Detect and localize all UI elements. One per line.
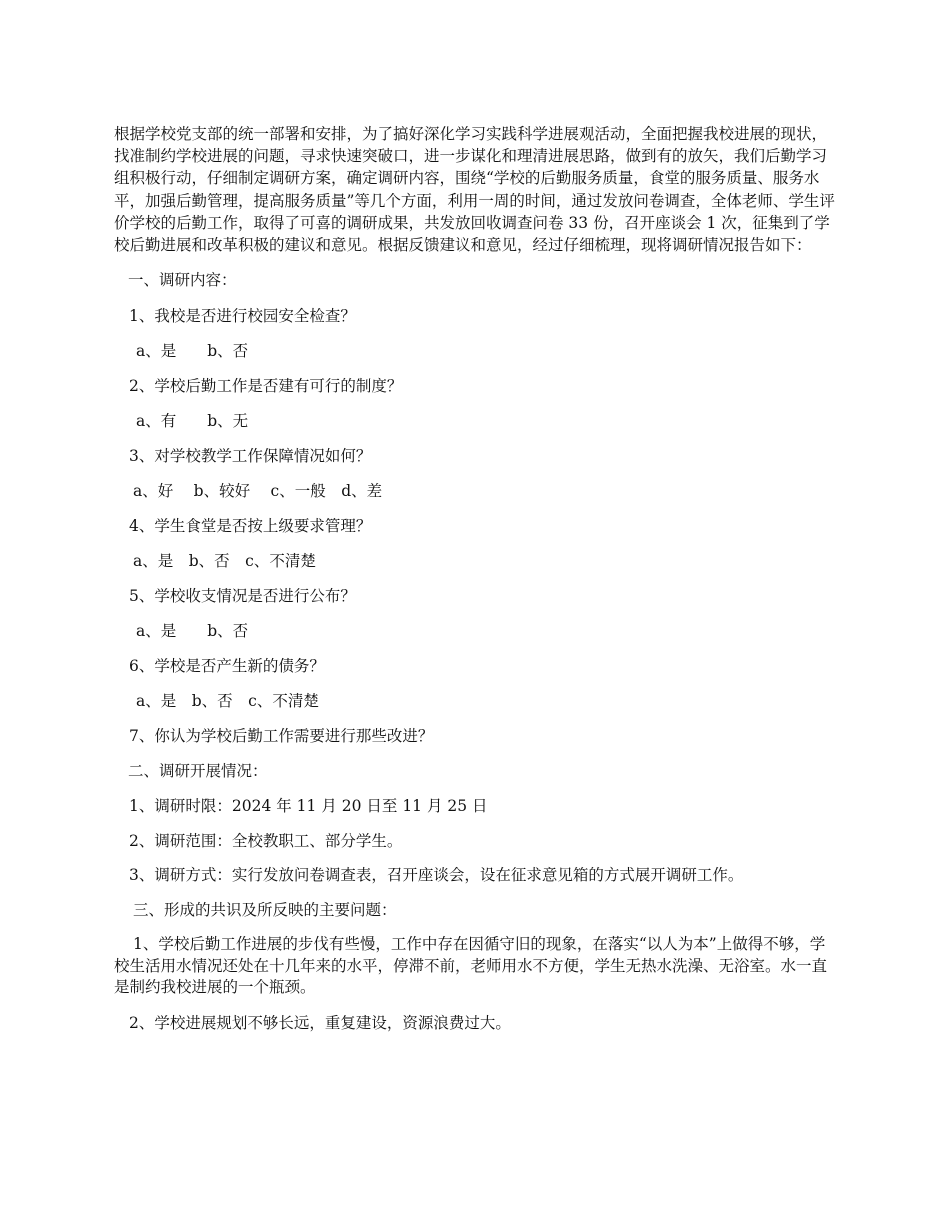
question-6: 6、学校是否产生新的债务？ [129, 656, 325, 675]
section-heading-contents: 一、调研内容： [128, 271, 237, 290]
question-4-options: a、是 b、否 c、不清楚 [133, 551, 316, 570]
question-3: 3、对学校教学工作保障情况如何？ [129, 446, 372, 465]
question-6-options: a、是 b、否 c、不清楚 [136, 691, 319, 710]
section-heading-issues: 三、形成的共识及所反映的主要问题： [133, 901, 397, 920]
survey-period: 1、调研时限：2024 年 11 月 20 日至 11 月 25 日 [129, 796, 488, 815]
question-2: 2、学校后勤工作是否建有可行的制度？ [129, 376, 403, 395]
question-2-options: a、有 b、无 [136, 411, 249, 430]
question-3-options: a、好 b、较好 c、一般 d、差 [133, 481, 383, 500]
issue-1: 1、学校后勤工作进展的步伐有些慢，工作中存在因循守旧的现象，在落实“以人为本”上做得不够，学校生活用水情况还处在十几年来的水平，停滞不前，老师用水不方便，学生无热水洗澡、无浴室。水一直是制约我校进展的一个瓶颈。 [114, 935, 828, 997]
intro-paragraph: 根据学校党支部的统一部署和安排，为了搞好深化学习实践科学进展观活动，全面把握我校进展的现状，找准制约学校进展的问题，寻求快速突破口，进一步谋化和理清进展思路，做到有的放矢，我们后勤学习组积极行动，仔细制定调研方案，确定调研内容，围绕“学校的后勤服务质量，食堂的服务质量、服务水平，加强后勤管理，提高服务质量”等几个方面，利用一周的时间，通过发放问卷调查，全体老师、学生评价学校的后勤工作，取得了可喜的调研成果，共发放回收调查问卷 33 份，召开座谈会 1 次，征集到了学校后勤进展和改革积极的建议和意见。根据反馈建议和意见，经过仔细梳理，现将调研情况报告如下： [114, 125, 835, 255]
question-5: 5、学校收支情况是否进行公布？ [129, 586, 356, 605]
question-1: 1、我校是否进行校园安全检查？ [129, 306, 356, 325]
issue-2: 2、学校进展规划不够长远，重复建设，资源浪费过大。 [129, 1013, 511, 1032]
question-5-options: a、是 b、否 [136, 621, 249, 640]
survey-method: 3、调研方式：实行发放问卷调查表，召开座谈会，设在征求意见箱的方式展开调研工作。 [129, 865, 744, 884]
section-heading-progress: 二、调研开展情况： [128, 761, 268, 780]
survey-scope: 2、调研范围：全校教职工、部分学生。 [129, 831, 403, 850]
question-4: 4、学生食堂是否按上级要求管理？ [129, 516, 372, 535]
question-1-options: a、是 b、否 [136, 341, 249, 360]
question-7: 7、你认为学校后勤工作需要进行那些改进？ [129, 726, 434, 745]
